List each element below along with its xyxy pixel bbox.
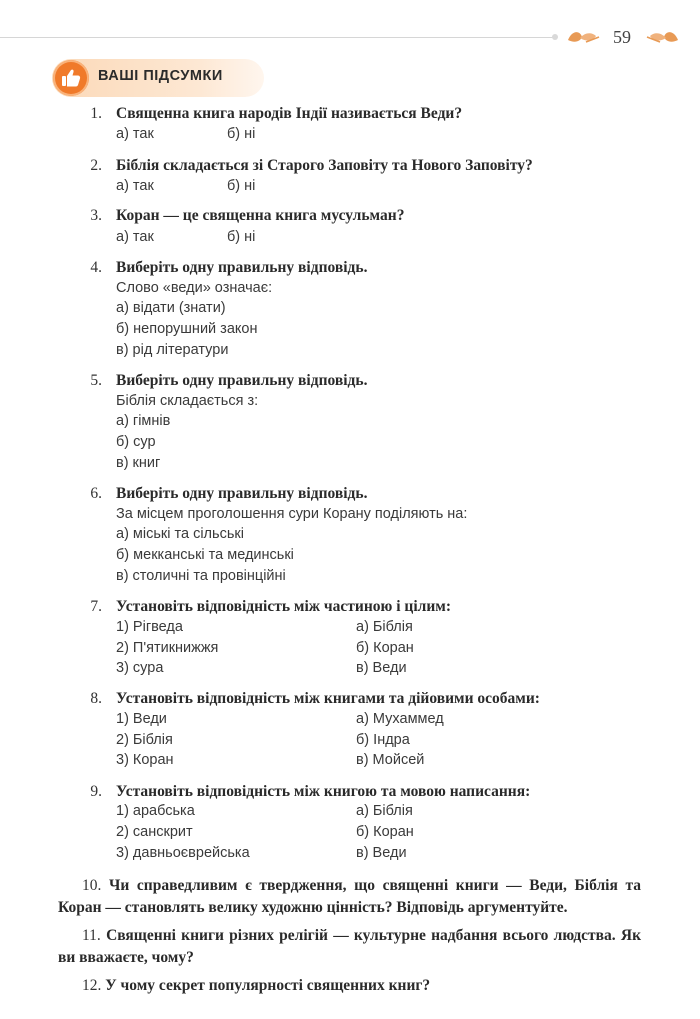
match-left-2: 2) санскрит — [116, 824, 193, 840]
thumbs-up-icon — [53, 60, 89, 96]
match-left-3: 3) Коран — [116, 752, 174, 768]
match-right-a: а) Мухаммед — [356, 711, 444, 727]
match-left-1: 1) Рігведа — [116, 619, 183, 635]
match-right-c: в) Мойсей — [356, 752, 425, 768]
question-text: Установіть відповідність між частиною і цілим: — [116, 598, 451, 615]
match-left-3: 3) давньоєврейська — [116, 845, 250, 861]
question-number: 3. — [90, 207, 102, 224]
question-number: 11. — [82, 927, 101, 944]
question-number: 4. — [90, 259, 102, 276]
option-a: а) гімнів — [116, 413, 171, 429]
question-text: Священна книга народів Індії називається Веди? — [116, 105, 463, 122]
open-question-12 — [58, 975, 641, 997]
question-number: 8. — [90, 690, 102, 707]
option-a: а) відати (знати) — [116, 300, 226, 316]
question-number: 7. — [90, 598, 102, 615]
question-prompt: Слово «веди» означає: — [116, 280, 273, 296]
option-b: б) непорушний закон — [116, 321, 258, 337]
question-text: У чому секрет популярності священних книг? — [105, 977, 431, 994]
match-right-a: а) Біблія — [356, 803, 413, 819]
match-right-b: б) Індра — [356, 732, 410, 748]
question-text: Священні книги різних релігій — культурне надбання всього людства. Як ви вважаєте, чому? — [58, 927, 642, 966]
question-number: 10. — [82, 877, 102, 894]
option-b: б) сур — [116, 434, 156, 450]
question-text: Коран — це священна книга мусульман? — [116, 207, 405, 224]
question-text: Установіть відповідність між книгами та дійовими особами: — [116, 690, 540, 707]
option-a: а) міські та сільські — [116, 526, 244, 542]
option-c: в) столичні та провінційні — [116, 568, 286, 584]
option-a: а) так — [116, 229, 154, 245]
question-text: Виберіть одну правильну відповідь. — [116, 259, 368, 276]
match-left-1: 1) Веди — [116, 711, 167, 727]
question-prompt: Біблія складається з: — [116, 393, 259, 409]
leaf-ornament-right-icon — [646, 28, 680, 46]
option-c: в) рід літератури — [116, 342, 229, 358]
leaf-ornament-left-icon — [566, 28, 600, 46]
option-b: б) мекканські та мединські — [116, 547, 294, 563]
match-left-2: 2) П'ятикнижжя — [116, 640, 219, 656]
question-text: Установіть відповідність між книгою та мовою написання: — [116, 783, 531, 800]
header-rule-dot — [552, 34, 558, 40]
question-number: 2. — [90, 157, 102, 174]
option-a: а) так — [116, 126, 154, 142]
question-text: Чи справедливим є твердження, що священні книги — Веди, Біблія та Коран — становлять велику художню цінність? Відповідь аргументуйте. — [58, 877, 642, 916]
question-text: Виберіть одну правильну відповідь. — [116, 485, 368, 502]
option-b: б) ні — [227, 178, 256, 194]
open-question-11 — [58, 925, 641, 969]
match-right-c: в) Веди — [356, 845, 407, 861]
match-left-2: 2) Біблія — [116, 732, 173, 748]
option-c: в) книг — [116, 455, 161, 471]
match-right-a: а) Біблія — [356, 619, 413, 635]
question-number: 6. — [90, 485, 102, 502]
option-b: б) ні — [227, 126, 256, 142]
question-text: Біблія складається зі Старого Заповіту та Нового Заповіту? — [116, 157, 533, 174]
option-b: б) ні — [227, 229, 256, 245]
question-number: 12. — [82, 977, 102, 994]
open-question-10 — [58, 875, 641, 919]
question-text: Виберіть одну правильну відповідь. — [116, 372, 368, 389]
question-number: 5. — [90, 372, 102, 389]
section-title: ВАШІ ПІДСУМКИ — [98, 68, 223, 84]
match-right-c: в) Веди — [356, 660, 407, 676]
option-a: а) так — [116, 178, 154, 194]
question-prompt: За місцем проголошення сури Корану поділяють на: — [116, 506, 468, 522]
question-number: 9. — [90, 783, 102, 800]
match-right-b: б) Коран — [356, 824, 414, 840]
question-number: 1. — [90, 105, 102, 122]
match-right-b: б) Коран — [356, 640, 414, 656]
match-left-3: 3) сура — [116, 660, 164, 676]
page-number: 59 — [613, 27, 631, 47]
header-rule — [0, 37, 555, 38]
match-left-1: 1) арабська — [116, 803, 195, 819]
